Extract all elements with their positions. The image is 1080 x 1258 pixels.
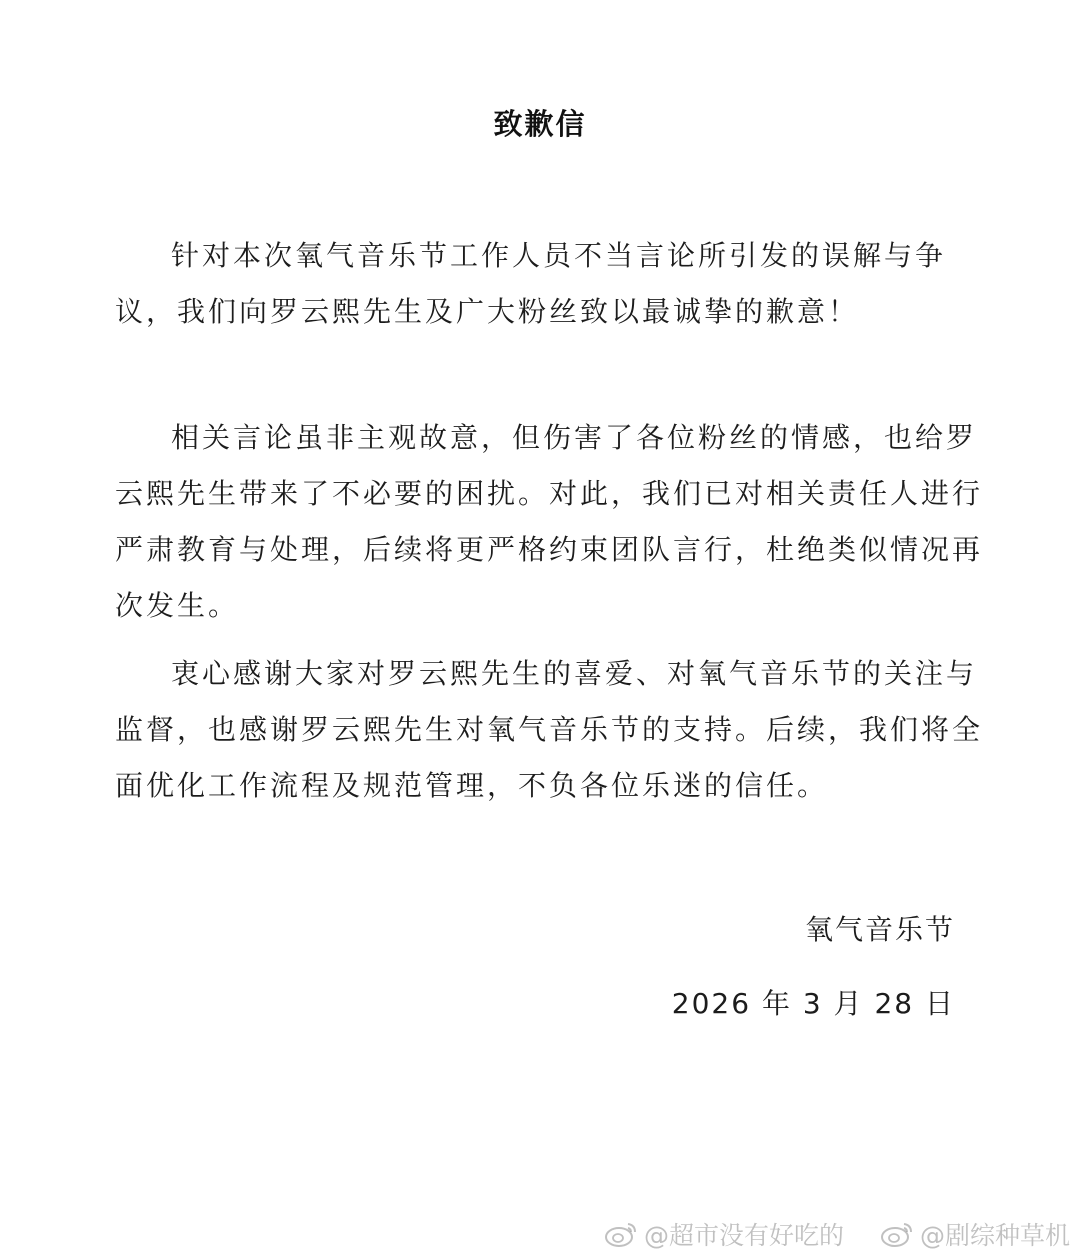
- signature-block: [672, 893, 955, 1041]
- signature-date: 2026 年 3 月 28 日: [671, 987, 955, 1020]
- paragraph-1: [115, 228, 985, 340]
- paragraph-2: [115, 410, 985, 634]
- watermark-2: [880, 1216, 1070, 1252]
- paragraph-2-text: 相关言论虽非主观故意，但伤害了各位粉丝的情感，也给罗云熙先生带来了不必要的困扰。对此，我们已对相关责任人进行严肃教育与处理，后续将更严格约束团队言行，杜绝类似情况再次发生。: [115, 421, 984, 622]
- weibo-icon: [880, 1220, 914, 1248]
- watermark-bar: [604, 1216, 1070, 1252]
- watermark-1-text: @超市没有好吃的: [643, 1221, 844, 1250]
- paragraph-3: [115, 646, 985, 814]
- paragraph-1-text: 针对本次氧气音乐节工作人员不当言论所引发的误解与争议，我们向罗云熙先生及广大粉丝致以最诚挚的歉意！: [115, 239, 947, 328]
- letter-title: 致歉信: [493, 107, 587, 141]
- signature-organization: 氧气音乐节: [804, 913, 955, 946]
- watermark-1: [604, 1216, 844, 1252]
- paragraph-3-text: 衷心感谢大家对罗云熙先生的喜爱、对氧气音乐节的关注与监督，也感谢罗云熙先生对氧气音乐节的支持。后续，我们将全面优化工作流程及规范管理，不负各位乐迷的信任。: [115, 657, 984, 802]
- weibo-icon: [604, 1220, 638, 1248]
- watermark-2-text: @剧综种草机: [919, 1221, 1070, 1250]
